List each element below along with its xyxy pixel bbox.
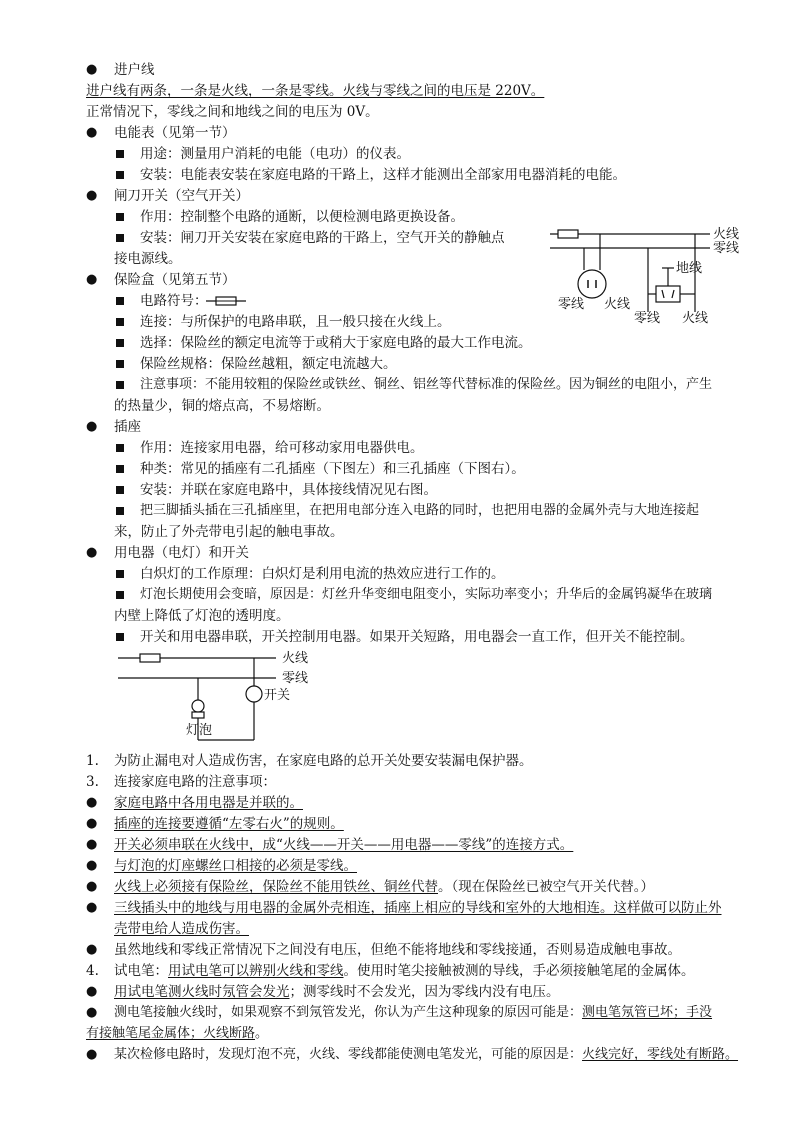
bullet-dot: ● (86, 858, 98, 873)
socket-three-pin-cont: 来，防止了外壳带电引起的触电事故。 (114, 524, 344, 540)
leakage-protector-note: 为防止漏电对人造成伤害，在家庭电路的总开关处要安装漏电保护器。 (114, 753, 533, 769)
bullet-dot: ● (86, 188, 98, 203)
bullet-square (116, 234, 124, 242)
test-pen-repair-underlined: 火线完好，零线处有断路。 (582, 1047, 739, 1062)
lamp-switch-diagram (118, 648, 318, 744)
bullet-dot: ● (86, 272, 98, 287)
test-pen-intro (114, 962, 695, 980)
section-heading-meter: 电能表（见第一节） (114, 125, 236, 141)
precaution-switch-on-fire: 开关必须串联在火线中，成“火线——开关——用电器——零线”的连接方式。 (114, 837, 574, 853)
bullet-dot: ● (86, 62, 98, 77)
three-pin-socket-icon (656, 286, 680, 302)
switch-label: 开关 (264, 688, 291, 703)
socket-kinds: 种类：常见的插座有二孔插座（下图左）和三孔插座（下图右）。 (140, 461, 525, 477)
entrance-zero-voltage-line: 正常情况下，零线之间和地线之间的电压为 0V。 (86, 104, 379, 120)
test-pen-prefix: 试电笔： (114, 963, 168, 979)
bullet-square (116, 444, 124, 452)
bullet-square (116, 339, 124, 347)
bullet-square (116, 318, 124, 326)
socket-install: 安装：并联在家庭电路中，具体接线情况见右图。 (140, 482, 437, 498)
bullet-dot: ● (86, 837, 98, 852)
fuse-symbol (558, 230, 578, 238)
precaution-ground-wire: 三线插头中的地线与用电器的金属外壳相连，插座上相应的导线和室外的大地相连。这样做可以防止外 (114, 900, 722, 916)
bulb-icon (192, 700, 204, 712)
precaution-lamp-screw-zero: 与灯泡的灯座螺丝口相接的必须是零线。 (114, 858, 357, 874)
knife-switch-install-cont: 接电源线。 (114, 251, 182, 267)
two-pin-socket-icon (578, 270, 606, 298)
bulb-label: 灯泡 (186, 723, 213, 738)
bullet-dot: ● (86, 879, 98, 894)
bullet-square (116, 465, 124, 473)
wiring-precautions-heading: 连接家庭电路的注意事项： (114, 774, 276, 790)
bullet-dot: ● (86, 545, 98, 560)
test-pen-no-glow-text: 测电笔接触火线时，如果观察不到氖管发光，你认为产生这种现象的原因可能是： (114, 1005, 583, 1020)
test-pen-no-glow-end: 。 (255, 1026, 269, 1041)
bullet-dot: ● (86, 1047, 98, 1062)
precaution-parallel: 家庭电路中各用电器是并联的。 (114, 795, 303, 811)
precaution-ground-zero: 虽然地线和零线正常情况下之间没有电压，但绝不能将地线和零线接通，否则易造成触电事故。 (114, 942, 681, 958)
test-pen-glow-underlined: 用试电笔测火线时氖管会发光 (114, 984, 290, 1000)
section-heading-socket: 插座 (114, 419, 141, 435)
section-heading-appliance: 用电器（电灯）和开关 (114, 545, 249, 561)
bullet-square (116, 633, 124, 641)
test-pen-rest: 。使用时笔尖接触被测的导线，手必须接触笔尾的金属体。 (343, 963, 695, 979)
fuse-note: 注意事项：不能用较粗的保险丝或铁丝、铜丝、铝丝等代替标准的保险丝。因为铜丝的电阻小，产生 (140, 377, 713, 392)
meter-install: 安装：电能表安装在家庭电路的干路上，这样才能测出全部家用电器消耗的电能。 (140, 167, 626, 183)
fuse-note-cont: 的热量少，铜的熔点高，不易熔断。 (114, 398, 330, 414)
section-heading-entrance: 进户线 (114, 62, 155, 78)
lamp-diagram-zero-label: 零线 (282, 671, 309, 686)
fuse-symbol-icon (206, 294, 246, 308)
test-pen-repair-text: 某次检修电路时，发现灯泡不亮，火线、零线都能使测电笔发光，可能的原因是： (114, 1047, 583, 1062)
bullet-square (116, 570, 124, 578)
switch-icon (246, 686, 262, 702)
two-pin-zero-label: 零线 (558, 297, 585, 312)
bullet-square (116, 171, 124, 179)
test-pen-glow-rest: ；测零线时不会发光，因为零线内没有电压。 (289, 984, 560, 1000)
item-number: 1. (86, 753, 99, 769)
fuse-connection: 连接：与所保护的电路串联，且一般只接在火线上。 (140, 314, 451, 330)
bullet-square (116, 297, 124, 305)
lamp-aging: 灯泡长期使用会变暗，原因是：灯丝升华变细电阻变小，实际功率变小；升华后的金属钨凝华在玻璃 (140, 587, 713, 602)
socket-three-pin: 把三脚插头插在三孔插座里，在把用电部分连入电路的同时，也把用电器的金属外壳与大地连接起 (140, 503, 700, 518)
section-heading-fuse-box: 保险盒（见第五节） (114, 272, 236, 288)
bullet-square (116, 507, 124, 515)
item-number: 3. (86, 774, 99, 790)
bullet-dot: ● (86, 125, 98, 140)
bullet-square (116, 360, 124, 368)
bullet-dot: ● (86, 1005, 98, 1020)
item-number: 4. (86, 963, 99, 979)
diagram-zero-label: 零线 (713, 241, 740, 256)
diagram-ground-label: 地线 (676, 261, 703, 276)
precaution-fuse-on-fire (114, 878, 654, 896)
meter-use: 用途：测量用户消耗的电能（电功）的仪表。 (140, 146, 410, 162)
fuse-symbol-label: 电路符号： (140, 293, 208, 309)
test-pen-glow (114, 983, 560, 1001)
fuse-spec: 保险丝规格：保险丝越粗，额定电流越大。 (140, 356, 397, 372)
test-pen-underlined: 用试电笔可以辨别火线和零线 (168, 963, 344, 979)
bullet-dot: ● (86, 984, 98, 999)
test-pen-no-glow-cont (86, 1025, 268, 1043)
test-pen-repair (114, 1046, 738, 1064)
switch-series: 开关和用电器串联，开关控制用电器。如果开关短路，用电器会一直工作，但开关不能控制。 (140, 629, 694, 645)
socket-wiring-diagram (550, 222, 750, 332)
bullet-square (116, 381, 124, 389)
bullet-square (116, 213, 124, 221)
bullet-dot: ● (86, 942, 98, 957)
bullet-dot: ● (86, 795, 98, 810)
lamp-diagram-fire-label: 火线 (282, 651, 309, 666)
fuse-selection: 选择：保险丝的额定电流等于或稍大于家庭电路的最大工作电流。 (140, 335, 532, 351)
bullet-dot: ● (86, 419, 98, 434)
precaution-ground-wire-cont: 壳带电给人造成伤害。 (114, 921, 249, 937)
bullet-square (116, 486, 124, 494)
socket-function: 作用：连接家用电器，给可移动家用电器供电。 (140, 440, 424, 456)
three-pin-zero-label: 零线 (634, 311, 661, 326)
two-pin-fire-label: 火线 (604, 297, 631, 312)
precaution-fuse-rest: 。（现在保险丝已被空气开关代替。） (438, 879, 654, 895)
knife-switch-function: 作用：控制整个电路的通断，以便检测电路更换设备。 (140, 209, 464, 225)
bullet-square (116, 591, 124, 599)
test-pen-no-glow-underlined: 测电笔氖管已坏；手没 (582, 1005, 713, 1020)
knife-switch-install: 安装：闸刀开关安装在家庭电路的干路上，空气开关的静触点 (140, 230, 505, 246)
bullet-dot: ● (86, 900, 98, 915)
precaution-fuse-underlined: 火线上必须接有保险丝，保险丝不能用铁丝、铜丝代替 (114, 879, 438, 895)
test-pen-no-glow (114, 1004, 712, 1022)
three-pin-fire-label: 火线 (682, 311, 709, 326)
precaution-left-zero-right-fire: 插座的连接要遵循“左零右火”的规则。 (114, 816, 344, 832)
diagram-fire-label: 火线 (713, 227, 740, 242)
bullet-dot: ● (86, 816, 98, 831)
entrance-voltage-line: 进户线有两条，一条是火线，一条是零线。火线与零线之间的电压是 220V。 (86, 83, 545, 99)
test-pen-no-glow-underlined-cont: 有接触笔尾金属体；火线断路 (86, 1026, 256, 1041)
lamp-aging-cont: 内壁上降低了灯泡的透明度。 (114, 608, 290, 624)
lamp-principle: 白炽灯的工作原理：白炽灯是利用电流的热效应进行工作的。 (140, 566, 505, 582)
fuse-symbol (140, 654, 160, 662)
section-heading-knife-switch: 闸刀开关（空气开关） (114, 188, 249, 204)
bullet-square (116, 150, 124, 158)
